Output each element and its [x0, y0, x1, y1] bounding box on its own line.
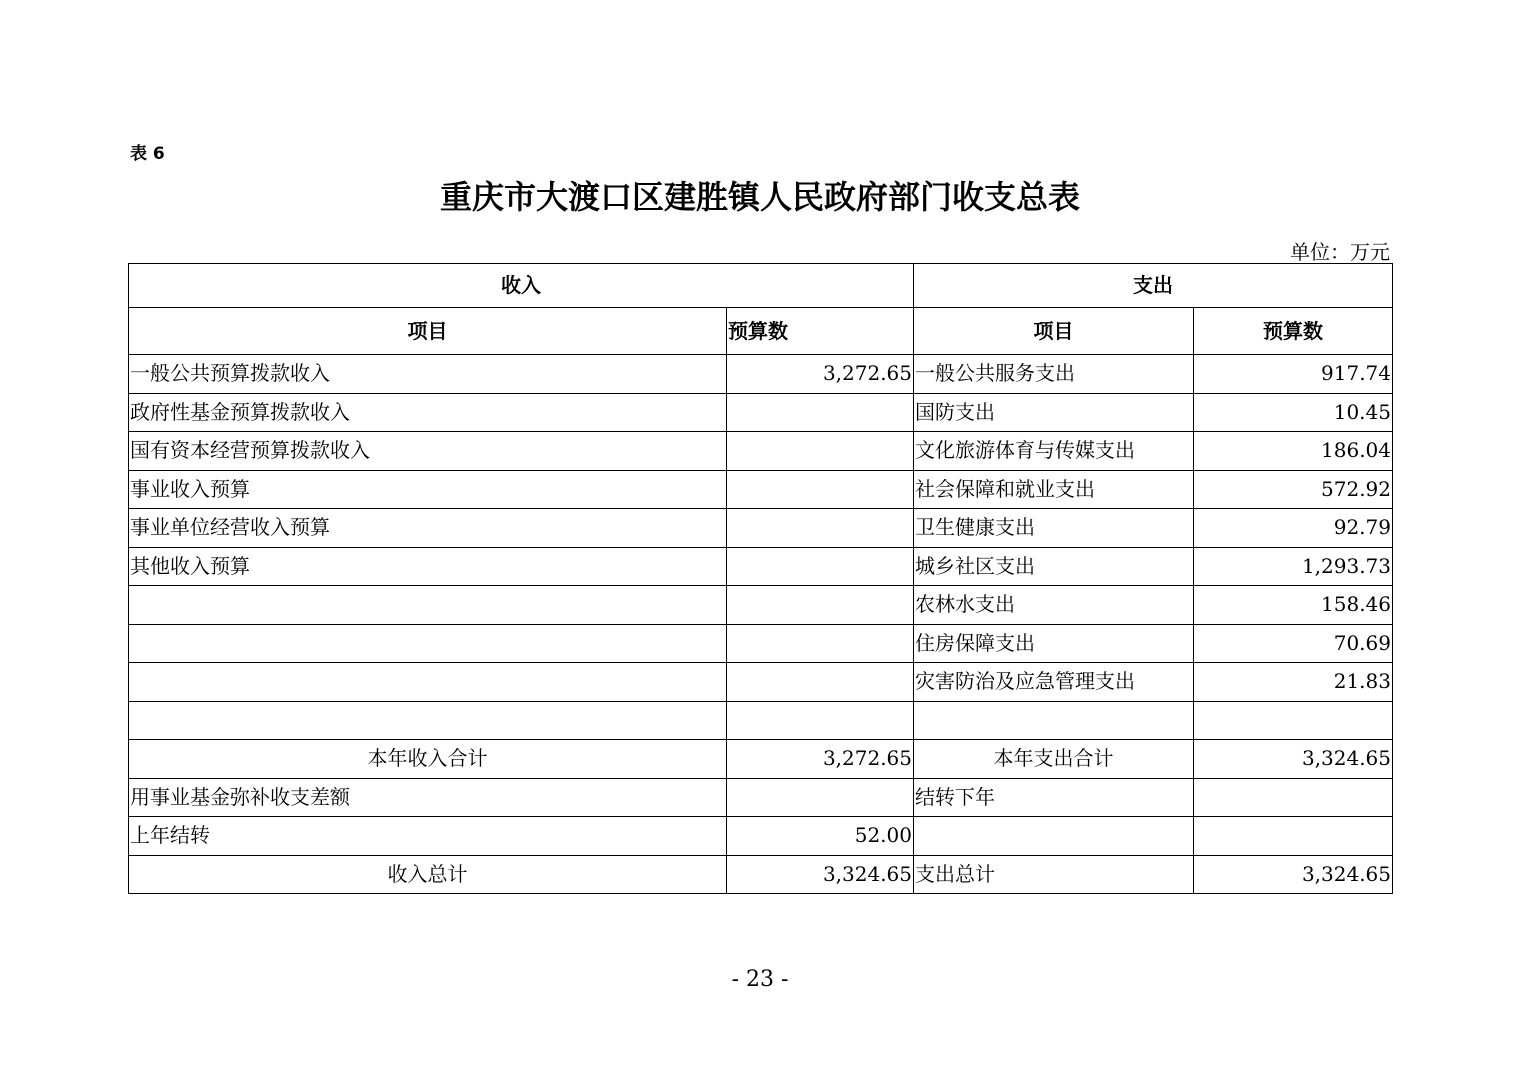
table-row [129, 855, 1393, 894]
expense-amount-cell [1194, 701, 1393, 740]
expense-header: 支出 [914, 264, 1393, 308]
income-amount-cell [727, 586, 914, 625]
table-row [129, 509, 1393, 548]
expense-amount-cell [1194, 817, 1393, 856]
table-row [129, 663, 1393, 702]
expense-amount-cell: 10.45 [1194, 393, 1393, 432]
table-row [129, 740, 1393, 779]
income-amount-cell [727, 547, 914, 586]
income-amount-cell [727, 624, 914, 663]
budget-table [128, 263, 1393, 894]
income-amount-cell: 3,272.65 [727, 740, 914, 779]
expense-item-cell: 一般公共服务支出 [914, 355, 1194, 394]
income-amount-cell: 52.00 [727, 817, 914, 856]
income-item-cell: 收入总计 [129, 855, 727, 894]
income-item-cell [129, 586, 727, 625]
table-row [129, 778, 1393, 817]
income-amount-cell [727, 393, 914, 432]
expense-amount-cell: 70.69 [1194, 624, 1393, 663]
expense-item-cell: 国防支出 [914, 393, 1194, 432]
expense-item-cell [914, 701, 1194, 740]
expense-amount-cell: 21.83 [1194, 663, 1393, 702]
expense-amount-cell: 1,293.73 [1194, 547, 1393, 586]
header-row [129, 264, 1393, 308]
expense-item-cell: 卫生健康支出 [914, 509, 1194, 548]
income-item-cell: 其他收入预算 [129, 547, 727, 586]
table-row [129, 393, 1393, 432]
expense-amount-header: 预算数 [1194, 308, 1393, 355]
table-row [129, 586, 1393, 625]
document-title: 重庆市大渡口区建胜镇人民政府部门收支总表 [439, 178, 1080, 216]
expense-item-cell [914, 817, 1194, 856]
income-amount-cell [727, 432, 914, 471]
expense-item-cell: 本年支出合计 [914, 740, 1194, 779]
income-amount-cell [727, 509, 914, 548]
unit-label: 单位：万元 [1290, 240, 1390, 264]
expense-amount-cell: 186.04 [1194, 432, 1393, 471]
income-item-cell [129, 701, 727, 740]
table-row [129, 547, 1393, 586]
income-item-cell: 事业单位经营收入预算 [129, 509, 727, 548]
income-item-cell [129, 624, 727, 663]
income-amount-cell [727, 663, 914, 702]
table-row [129, 701, 1393, 740]
income-item-cell [129, 663, 727, 702]
income-item-cell: 国有资本经营预算拨款收入 [129, 432, 727, 471]
income-amount-header: 预算数 [727, 308, 914, 355]
page-number: - 23 - [731, 967, 789, 992]
income-amount-cell [727, 701, 914, 740]
expense-item-cell: 支出总计 [914, 855, 1194, 894]
income-header: 收入 [129, 264, 914, 308]
expense-amount-cell [1194, 778, 1393, 817]
income-item-cell: 用事业基金弥补收支差额 [129, 778, 727, 817]
expense-item-header: 项目 [914, 308, 1194, 355]
income-item-header: 项目 [129, 308, 727, 355]
income-amount-cell: 3,272.65 [727, 355, 914, 394]
income-item-cell: 事业收入预算 [129, 470, 727, 509]
table-row [129, 817, 1393, 856]
income-item-cell: 一般公共预算拨款收入 [129, 355, 727, 394]
income-amount-cell [727, 470, 914, 509]
expense-item-cell: 灾害防治及应急管理支出 [914, 663, 1194, 702]
income-amount-cell [727, 778, 914, 817]
table-row [129, 470, 1393, 509]
expense-item-cell: 文化旅游体育与传媒支出 [914, 432, 1194, 471]
income-item-cell: 本年收入合计 [129, 740, 727, 779]
table-number: 表 6 [130, 144, 165, 164]
table-row [129, 624, 1393, 663]
expense-item-cell: 住房保障支出 [914, 624, 1194, 663]
expense-item-cell: 社会保障和就业支出 [914, 470, 1194, 509]
expense-amount-cell: 572.92 [1194, 470, 1393, 509]
expense-amount-cell: 158.46 [1194, 586, 1393, 625]
expense-amount-cell: 92.79 [1194, 509, 1393, 548]
income-amount-cell: 3,324.65 [727, 855, 914, 894]
table-row [129, 355, 1393, 394]
income-item-cell: 上年结转 [129, 817, 727, 856]
subheader-row [129, 308, 1393, 355]
expense-item-cell: 农林水支出 [914, 586, 1194, 625]
expense-amount-cell: 3,324.65 [1194, 855, 1393, 894]
expense-item-cell: 结转下年 [914, 778, 1194, 817]
expense-amount-cell: 3,324.65 [1194, 740, 1393, 779]
income-item-cell: 政府性基金预算拨款收入 [129, 393, 727, 432]
expense-amount-cell: 917.74 [1194, 355, 1393, 394]
expense-item-cell: 城乡社区支出 [914, 547, 1194, 586]
table-row [129, 432, 1393, 471]
